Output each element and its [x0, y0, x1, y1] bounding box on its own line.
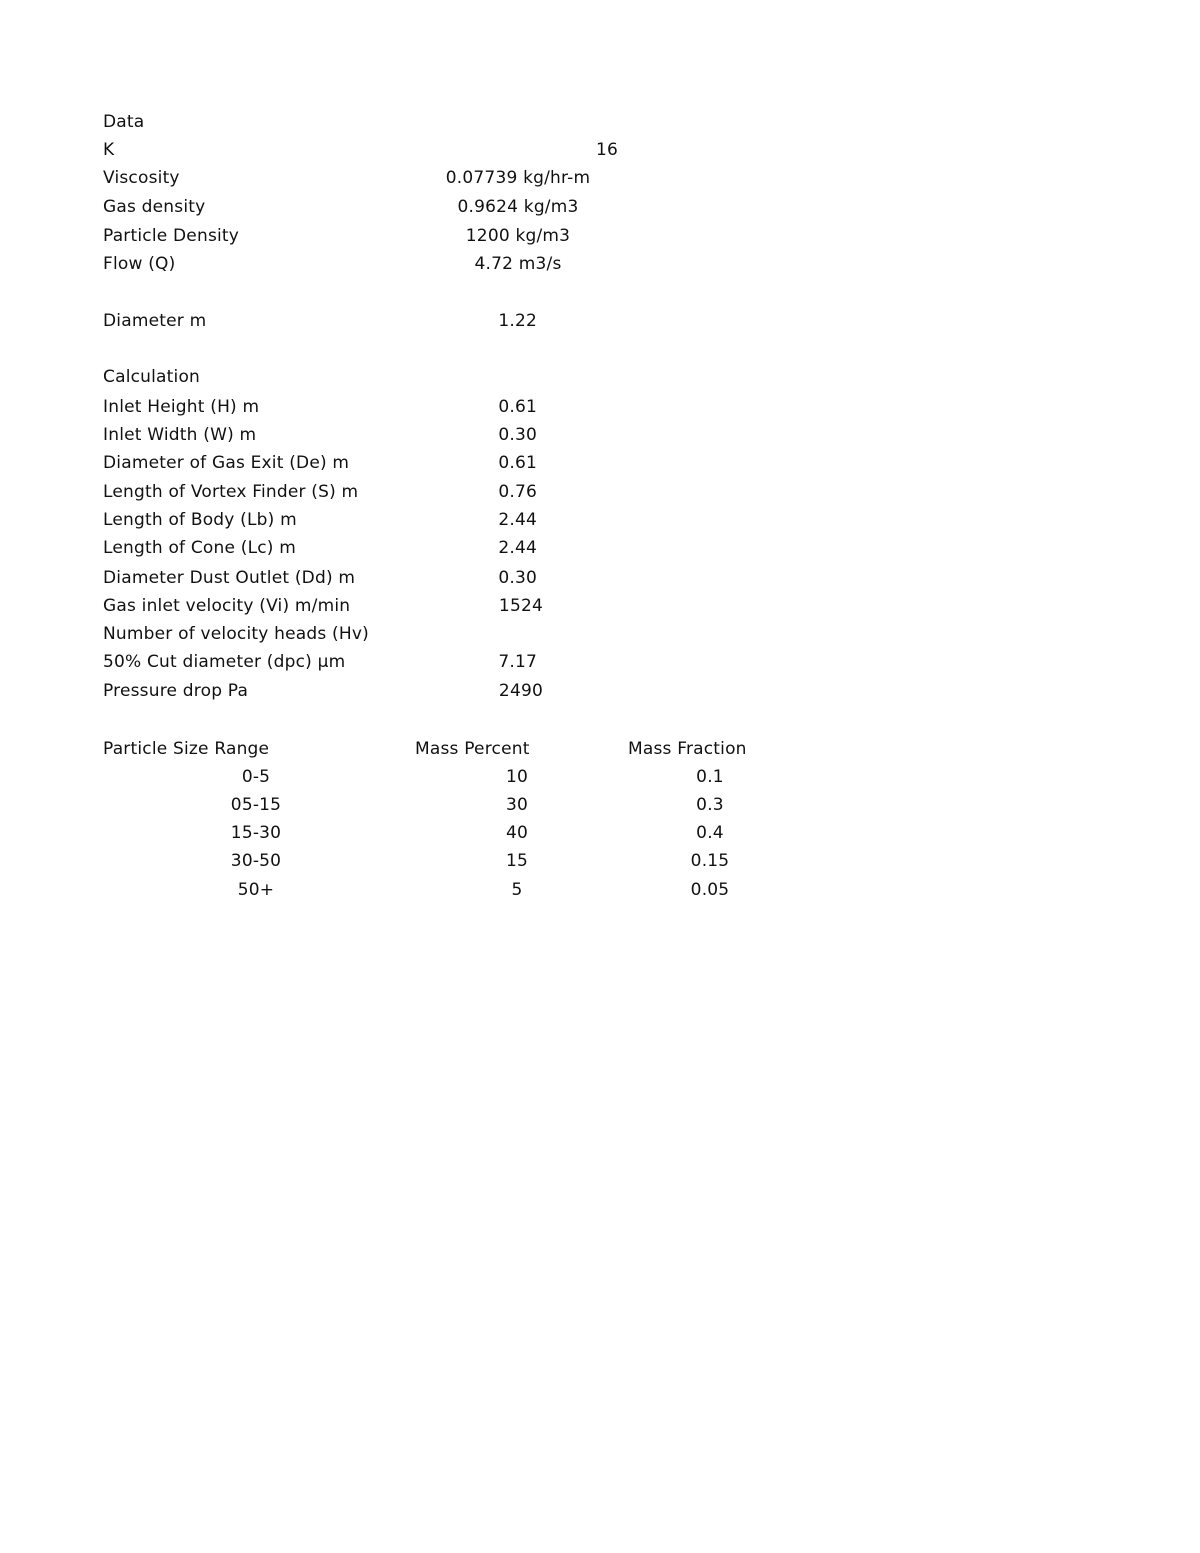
calc-value: 0.30 — [498, 425, 537, 445]
calculation-heading-row — [103, 363, 1003, 391]
calc-value: 2.44 — [498, 510, 537, 530]
header-mass-percent: Mass Percent — [415, 739, 530, 759]
data-value: 0.07739 kg/hr-m — [445, 168, 591, 188]
calc-label: Pressure drop Pa — [103, 681, 249, 701]
mass-fraction-cell: 0.3 — [696, 795, 724, 815]
data-row-gas-density — [103, 193, 1003, 221]
calc-row — [103, 393, 1003, 421]
data-label: K — [103, 140, 115, 160]
calc-row — [103, 449, 1003, 477]
calc-value: 7.17 — [498, 652, 537, 672]
diameter-label: Diameter m — [103, 311, 207, 331]
calc-label: Inlet Height (H) m — [103, 397, 260, 417]
calc-value: 0.61 — [498, 453, 537, 473]
distribution-row — [103, 763, 1003, 791]
data-label: Particle Density — [103, 226, 240, 246]
calc-label: Length of Vortex Finder (S) m — [103, 482, 359, 502]
calc-value: 1524 — [498, 596, 543, 616]
calc-label: Length of Cone (Lc) m — [103, 538, 296, 558]
distribution-row — [103, 819, 1003, 847]
size-range-cell: 30-50 — [230, 851, 282, 871]
mass-fraction-cell: 0.05 — [690, 880, 730, 900]
calc-label: Gas inlet velocity (Vi) m/min — [103, 596, 351, 616]
size-range-cell: 0-5 — [241, 767, 271, 787]
data-row-flow — [103, 250, 1003, 278]
calc-label: Inlet Width (W) m — [103, 425, 257, 445]
data-row-k — [103, 136, 1003, 164]
mass-fraction-cell: 0.15 — [690, 851, 730, 871]
calc-row — [103, 564, 1003, 592]
calc-row — [103, 677, 1003, 705]
distribution-row — [103, 791, 1003, 819]
calc-row — [103, 648, 1003, 676]
calc-label: Diameter Dust Outlet (Dd) m — [103, 568, 356, 588]
calc-row — [103, 421, 1003, 449]
data-value: 16 — [595, 140, 618, 160]
mass-percent-cell: 15 — [505, 851, 529, 871]
header-mass-fraction: Mass Fraction — [628, 739, 747, 759]
mass-percent-cell: 5 — [511, 880, 523, 900]
data-value: 0.9624 kg/m3 — [457, 197, 579, 217]
mass-fraction-cell: 0.1 — [696, 767, 724, 787]
calc-row — [103, 620, 1003, 648]
calc-label: Diameter of Gas Exit (De) m — [103, 453, 350, 473]
distribution-row — [103, 876, 1003, 904]
calc-row — [103, 534, 1003, 562]
diameter-value: 1.22 — [498, 311, 537, 331]
calc-value: 0.30 — [498, 568, 537, 588]
diameter-row — [103, 307, 1003, 335]
data-label: Flow (Q) — [103, 254, 176, 274]
data-row-particle-density — [103, 222, 1003, 250]
header-particle-size-range: Particle Size Range — [103, 739, 270, 759]
mass-percent-cell: 10 — [505, 767, 529, 787]
data-label: Viscosity — [103, 168, 180, 188]
mass-percent-cell: 30 — [505, 795, 529, 815]
size-range-cell: 50+ — [237, 880, 275, 900]
calc-label: Length of Body (Lb) m — [103, 510, 297, 530]
data-label: Gas density — [103, 197, 206, 217]
calc-row — [103, 478, 1003, 506]
data-heading-row — [103, 108, 1003, 136]
calc-row — [103, 592, 1003, 620]
calculation-heading: Calculation — [103, 367, 201, 387]
calc-label: Number of velocity heads (Hv) — [103, 624, 369, 644]
calc-value: 0.76 — [498, 482, 537, 502]
calc-row — [103, 506, 1003, 534]
mass-percent-cell: 40 — [505, 823, 529, 843]
data-value: 4.72 m3/s — [474, 254, 562, 274]
size-range-cell: 15-30 — [230, 823, 282, 843]
calc-label: 50% Cut diameter (dpc) µm — [103, 652, 346, 672]
distribution-row — [103, 847, 1003, 875]
calc-value: 2.44 — [498, 538, 537, 558]
data-heading: Data — [103, 112, 145, 132]
size-range-cell: 05-15 — [230, 795, 282, 815]
data-value: 1200 kg/m3 — [465, 226, 571, 246]
calc-value: 2490 — [498, 681, 543, 701]
mass-fraction-cell: 0.4 — [696, 823, 724, 843]
distribution-header-row — [103, 735, 1003, 763]
data-row-viscosity — [103, 164, 1003, 192]
calc-value: 0.61 — [498, 397, 537, 417]
